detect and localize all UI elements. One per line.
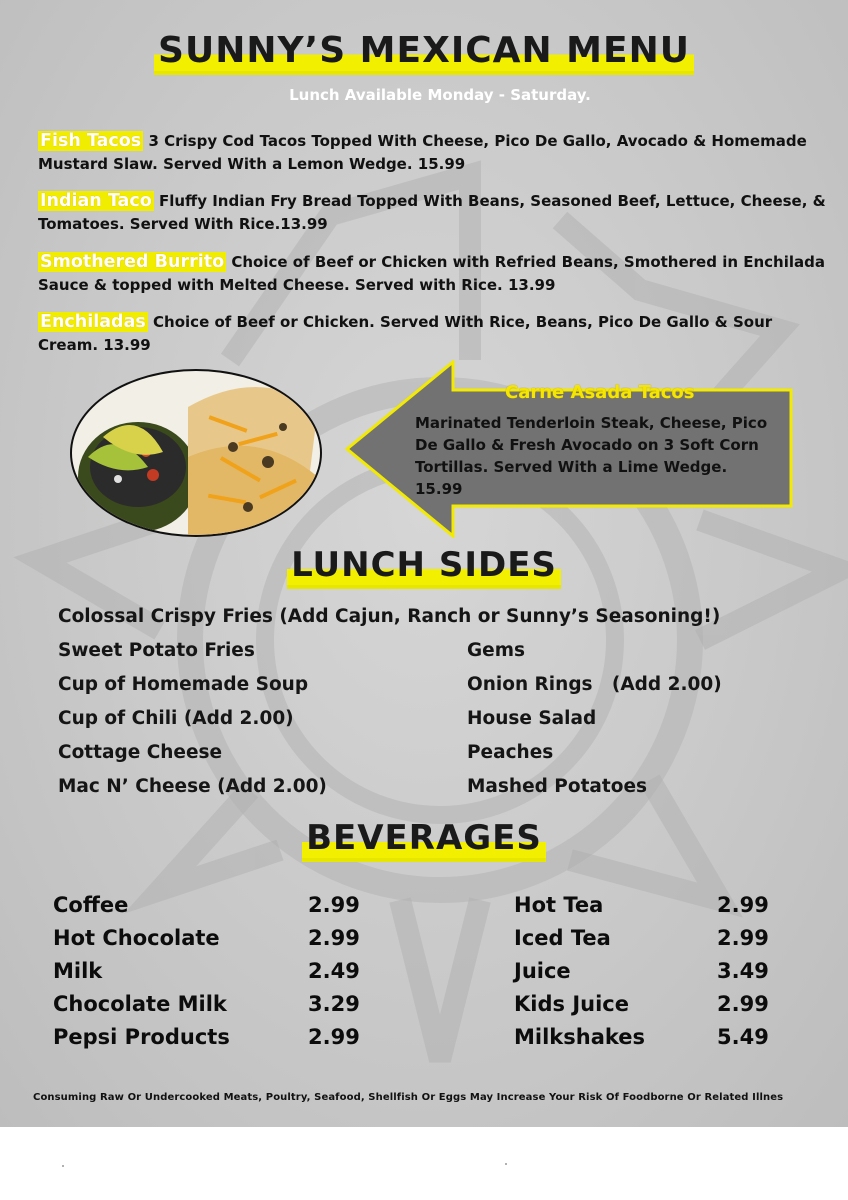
beverage-price: 2.49 [308, 959, 360, 983]
entree-name: Fish Tacos [40, 131, 142, 151]
side-item: Mashed Potatoes [467, 776, 648, 797]
side-item: Mac N’ Cheese (Add 2.00) [58, 776, 327, 797]
entree-fish-tacos [38, 130, 828, 176]
menu-title: SUNNY’S MEXICAN MENU [0, 30, 848, 71]
beverage-name: Coffee [53, 893, 129, 917]
scan-speck [505, 1163, 507, 1165]
beverage-price: 5.49 [717, 1025, 769, 1049]
entree-description: Choice of Beef or Chicken with Refried Beans, Smothered in Enchilada Sauce & topped with Melted Cheese. Served with Rice. 13.99 [38, 253, 825, 294]
beverage-price: 2.99 [308, 893, 360, 917]
beverage-name: Milkshakes [514, 1025, 646, 1049]
side-item: Gems [467, 640, 526, 661]
entree-name: Indian Taco [40, 191, 152, 211]
entree-enchiladas [38, 311, 828, 357]
food-safety-disclaimer: Consuming Raw Or Undercooked Meats, Poultry, Seafood, Shellfish Or Eggs May Increase Your Risk Of Foodborne Or Related Illnes [33, 1092, 784, 1103]
entree-description: 3 Crispy Cod Tacos Topped With Cheese, Pico De Gallo, Avocado & Homemade Mustard Slaw. Served With a Lemon Wedge. 15.99 [38, 132, 807, 173]
beverage-name: Pepsi Products [53, 1025, 230, 1049]
feature-description: Marinated Tenderloin Steak, Cheese, Pico De Gallo & Fresh Avocado on 3 Soft Corn Tortillas. Served With a Lime Wedge. 15.99 [415, 414, 768, 498]
side-item: House Salad [467, 708, 597, 729]
side-item: Cup of Chili (Add 2.00) [58, 708, 294, 729]
side-item: Sweet Potato Fries [58, 640, 255, 661]
entree-smothered-burrito [38, 251, 828, 297]
beverage-price: 3.49 [717, 959, 769, 983]
menu-subtitle: Lunch Available Monday - Saturday. [289, 86, 591, 104]
carne-asada-tacos-photo [68, 367, 324, 539]
entree-indian-taco [38, 190, 828, 236]
beverage-price: 2.99 [308, 926, 360, 950]
entree-name: Smothered Burrito [40, 252, 225, 272]
beverage-price: 2.99 [717, 992, 769, 1016]
side-item: Cup of Homemade Soup [58, 674, 309, 695]
beverage-name: Chocolate Milk [53, 992, 227, 1016]
beverage-price: 2.99 [717, 893, 769, 917]
feature-name: Carne Asada Tacos [505, 382, 695, 403]
side-item: Peaches [467, 742, 554, 763]
beverages-title: BEVERAGES [0, 818, 848, 858]
scan-speck [62, 1165, 64, 1167]
entree-description: Choice of Beef or Chicken. Served With Rice, Beans, Pico De Gallo & Sour Cream. 13.99 [38, 313, 773, 354]
beverage-name: Iced Tea [514, 926, 611, 950]
beverage-name: Hot Chocolate [53, 926, 220, 950]
side-item: Onion Rings (Add 2.00) [467, 674, 722, 695]
beverage-name: Juice [514, 959, 571, 983]
beverage-price: 2.99 [308, 1025, 360, 1049]
entree-description: Fluffy Indian Fry Bread Topped With Beans, Seasoned Beef, Lettuce, Cheese, & Tomatoes. Served With Rice.13.99 [38, 192, 826, 233]
beverage-name: Milk [53, 959, 103, 983]
beverage-name: Hot Tea [514, 893, 604, 917]
side-item: Colossal Crispy Fries (Add Cajun, Ranch or Sunny’s Seasoning!) [58, 606, 721, 627]
lunch-sides-title: LUNCH SIDES [0, 545, 848, 585]
beverage-price: 3.29 [308, 992, 360, 1016]
beverage-price: 2.99 [717, 926, 769, 950]
entree-name: Enchiladas [40, 312, 146, 332]
beverage-name: Kids Juice [514, 992, 629, 1016]
side-item: Cottage Cheese [58, 742, 223, 763]
